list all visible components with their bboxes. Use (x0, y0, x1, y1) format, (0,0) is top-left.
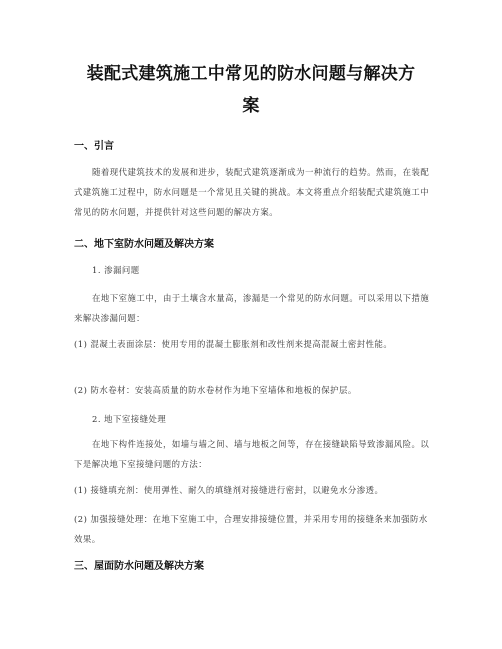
leakage-paragraph: 在地下室施工中，由于土壤含水量高，渗漏是一个常见的防水问题。可以采用以下措施来解决渗漏问题： (74, 293, 430, 323)
leakage-solution-1: (1) 混凝土表面涂层：使用专用的混凝土膨胀剂和改性剂来提高混凝土密封性能。 (74, 339, 393, 349)
section-heading-roof: 三、屋面防水问题及解决方案 (74, 561, 204, 572)
title-line-1: 装配式建筑施工中常见的防水问题与解决方 (86, 64, 416, 84)
title-line-2: 案 (242, 96, 260, 116)
joints-paragraph: 在地下构件连接处，如墙与墙之间、墙与地板之间等，存在接缝缺陷导致渗漏风险。以下是解决地下室接缝问题的方法： (74, 439, 430, 469)
item-title-joints: 2. 地下室接缝处理 (92, 414, 167, 424)
section-heading-introduction: 一、引言 (74, 141, 114, 152)
joints-solution-1: (1) 接缝填充剂：使用弹性、耐久的填缝剂对接缝进行密封，以避免水分渗透。 (74, 485, 384, 495)
document-title (74, 0, 428, 122)
item-title-leakage: 1. 渗漏问题 (92, 265, 140, 275)
joints-solution-2: (2) 加强接缝处理：在地下室施工中，合理安排接缝位置，并采用专用的接缝条来加强防水效果。 (74, 514, 428, 544)
intro-paragraph: 随着现代建筑技术的发展和进步，装配式建筑逐渐成为一种流行的趋势。然而，在装配式建筑施工过程中，防水问题是一个常见且关键的挑战。本文将重点介绍装配式建筑施工中常见的防水问题，并提供针对这些问题的解决方案。 (74, 167, 430, 217)
section-heading-basement: 二、地下室防水问题及解决方案 (74, 239, 214, 250)
leakage-solution-2: (2) 防水卷材：安装高质量的防水卷材作为地下室墙体和地板的保护层。 (74, 385, 357, 395)
